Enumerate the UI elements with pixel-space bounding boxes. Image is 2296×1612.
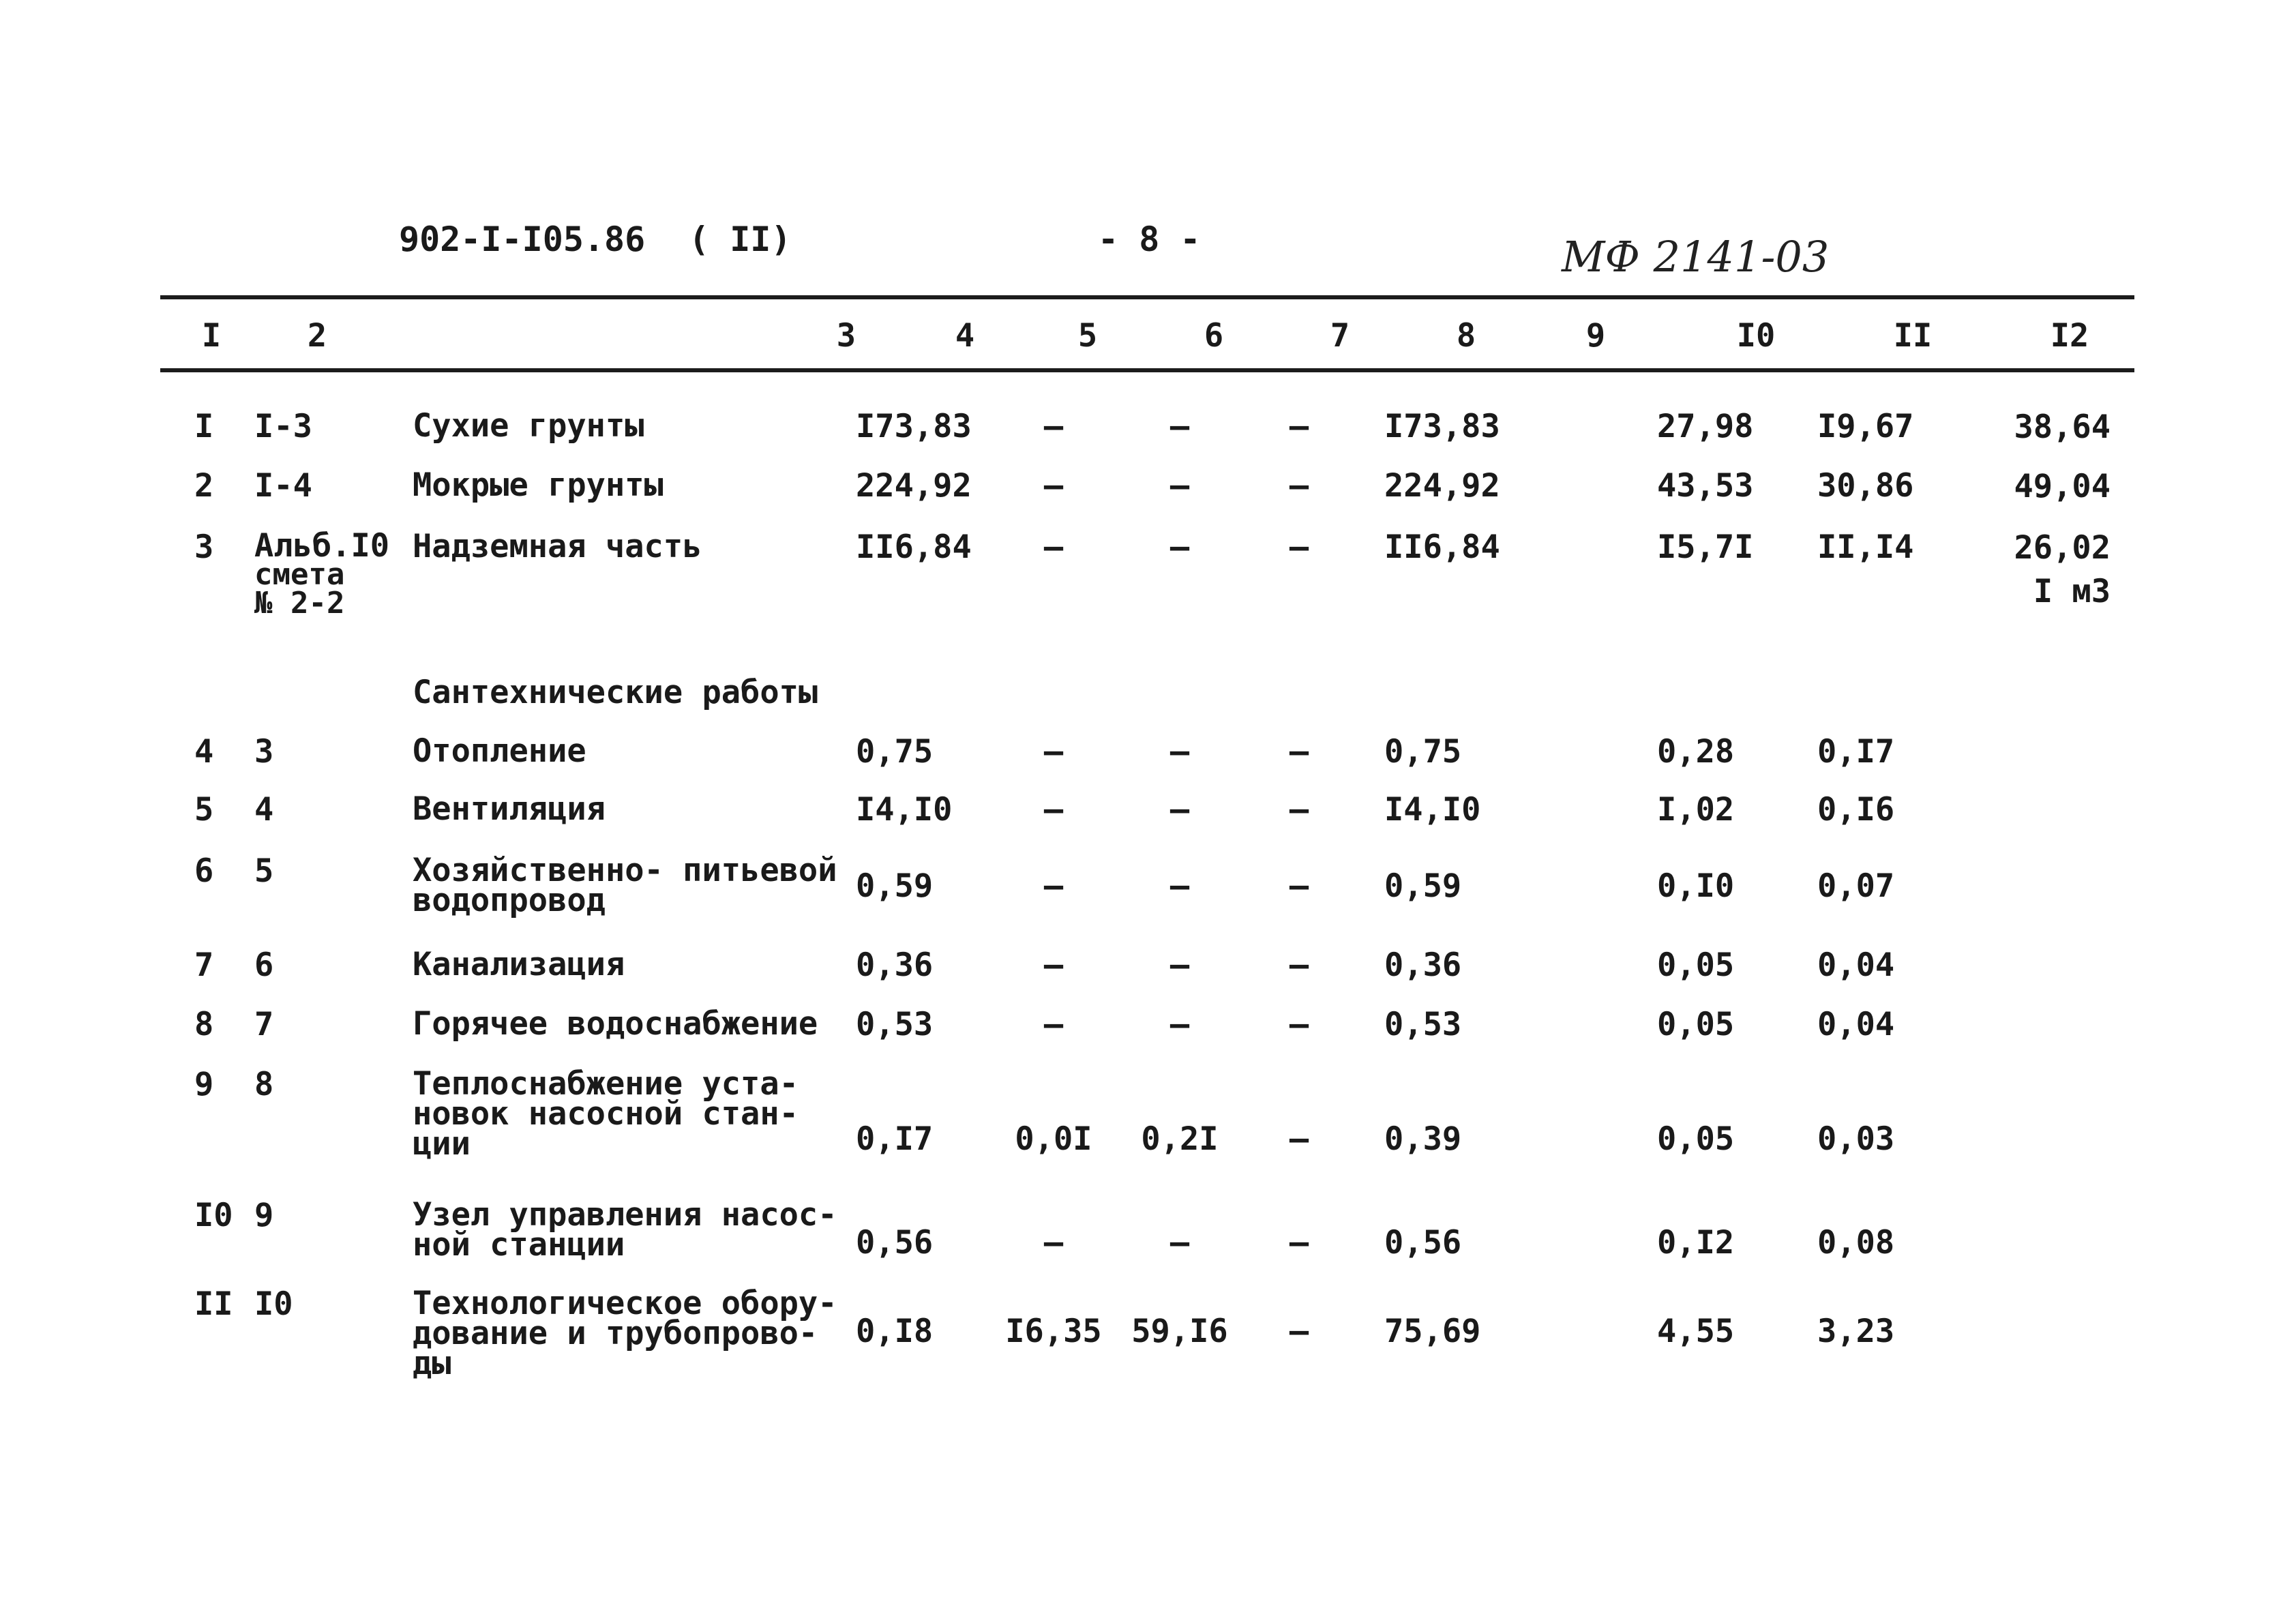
cell-c1: 8 bbox=[194, 1006, 214, 1043]
cell-c10: 0,05 bbox=[1657, 1006, 1735, 1043]
description-line: Горячее водоснабжение bbox=[413, 1005, 818, 1043]
description-line: Канализация bbox=[413, 946, 625, 983]
column-number: I2 bbox=[2050, 317, 2089, 355]
cell-c8: I4,I0 bbox=[1384, 791, 1481, 829]
cell-c2 bbox=[254, 791, 418, 829]
description-line: новок насосной стан- bbox=[413, 1095, 799, 1133]
cell-c8: 0,36 bbox=[1384, 946, 1462, 984]
cell-c3 bbox=[413, 1196, 856, 1264]
cost-per-unit-value: 26,02 bbox=[2014, 529, 2111, 567]
cell-c2 bbox=[254, 408, 418, 445]
cell-c1: 2 bbox=[194, 467, 214, 505]
reference-subline: № 2-2 bbox=[254, 586, 345, 621]
cell-c7: – bbox=[1289, 946, 1309, 984]
description-line: Вентиляция bbox=[413, 790, 606, 828]
cell-c3 bbox=[413, 1065, 856, 1163]
cell-c7: – bbox=[1289, 867, 1309, 905]
cell-c3 bbox=[413, 466, 856, 504]
reference-code: I-3 bbox=[254, 408, 312, 445]
cell-c10: I5,7I bbox=[1657, 528, 1754, 566]
cell-c3 bbox=[413, 852, 856, 919]
cell-c8: 0,75 bbox=[1384, 733, 1462, 771]
column-number: 7 bbox=[1330, 317, 1350, 355]
cell-c5: – bbox=[1043, 408, 1064, 445]
cell-c2 bbox=[254, 1066, 418, 1103]
cell-c7: – bbox=[1289, 1120, 1309, 1158]
cell-c4: I73,83 bbox=[856, 408, 972, 445]
cell-c10: 0,05 bbox=[1657, 946, 1735, 984]
header-rule bbox=[160, 368, 2134, 372]
column-number: I0 bbox=[1736, 317, 1776, 355]
cell-c2 bbox=[254, 852, 418, 890]
description-line: Теплоснабжение уста- bbox=[413, 1065, 799, 1103]
cell-c6: – bbox=[1169, 733, 1190, 771]
cell-c5: 0,0I bbox=[1015, 1120, 1092, 1158]
cell-c1: 5 bbox=[194, 791, 214, 829]
cell-c4: 0,I7 bbox=[856, 1120, 934, 1158]
reference-code: 6 bbox=[254, 946, 274, 984]
cell-c2 bbox=[254, 467, 418, 505]
cell-c10: I,02 bbox=[1657, 791, 1735, 829]
cell-c10: 0,28 bbox=[1657, 733, 1735, 771]
cell-c5: – bbox=[1043, 946, 1064, 984]
cell-c1: 3 bbox=[194, 528, 214, 566]
cell-c2 bbox=[254, 1006, 418, 1043]
description-line: ной станции bbox=[413, 1226, 625, 1264]
cell-c2 bbox=[254, 1197, 418, 1234]
cell-c6: – bbox=[1169, 867, 1190, 905]
reference-subline: смета bbox=[254, 557, 345, 592]
cell-c5: – bbox=[1043, 467, 1064, 505]
description-line: водопровод bbox=[413, 882, 606, 919]
reference-code: 8 bbox=[254, 1066, 274, 1103]
cell-c3 bbox=[413, 407, 856, 445]
cell-c3 bbox=[413, 946, 856, 983]
cell-c8: II6,84 bbox=[1384, 528, 1500, 566]
cell-c6: – bbox=[1169, 467, 1190, 505]
cell-c8: 75,69 bbox=[1384, 1313, 1481, 1350]
description-line: Сухие грунты bbox=[413, 407, 644, 445]
cell-c1: I bbox=[194, 408, 214, 445]
cell-c4: 0,36 bbox=[856, 946, 934, 984]
cell-c11: 0,07 bbox=[1817, 867, 1895, 905]
reference-code: Альб.I0 bbox=[254, 527, 390, 565]
cell-c6: – bbox=[1169, 946, 1190, 984]
cell-c1: 7 bbox=[194, 946, 214, 984]
cell-c12 bbox=[1954, 465, 2111, 509]
cell-c5: – bbox=[1043, 528, 1064, 566]
cell-c5: I6,35 bbox=[1005, 1313, 1102, 1350]
cell-c2 bbox=[254, 1285, 418, 1323]
cell-c8: 0,56 bbox=[1384, 1224, 1462, 1262]
cell-c6: – bbox=[1169, 1224, 1190, 1262]
column-number: 2 bbox=[307, 317, 327, 355]
cell-c7: – bbox=[1289, 1006, 1309, 1043]
cell-c4: 0,53 bbox=[856, 1006, 934, 1043]
cell-c2 bbox=[254, 946, 418, 984]
cell-c11: 0,I7 bbox=[1817, 733, 1895, 771]
cell-c11: I9,67 bbox=[1817, 408, 1914, 445]
cell-c1: 4 bbox=[194, 733, 214, 771]
handwritten-reference: МФ 2141-03 bbox=[1562, 232, 1830, 282]
cell-c11: 0,03 bbox=[1817, 1120, 1895, 1158]
cell-c3 bbox=[413, 790, 856, 828]
cell-c6: 0,2I bbox=[1141, 1120, 1219, 1158]
cell-c4: 224,92 bbox=[856, 467, 972, 505]
cell-c10: 0,I2 bbox=[1657, 1224, 1735, 1262]
reference-code: I-4 bbox=[254, 467, 312, 505]
cell-c4: II6,84 bbox=[856, 528, 972, 566]
cell-c11: 3,23 bbox=[1817, 1313, 1895, 1350]
page-number: - 8 - bbox=[1098, 220, 1201, 259]
cell-c6: – bbox=[1169, 528, 1190, 566]
reference-code: 5 bbox=[254, 852, 274, 890]
cell-c5: – bbox=[1043, 791, 1064, 829]
cell-c12 bbox=[1954, 526, 2111, 614]
cell-c6: – bbox=[1169, 408, 1190, 445]
doc-code: 902-I-I05.86 bbox=[399, 220, 646, 259]
cell-c7: – bbox=[1289, 1224, 1309, 1262]
cell-c4: 0,56 bbox=[856, 1224, 934, 1262]
cell-c3 bbox=[413, 1005, 856, 1043]
cell-c5: – bbox=[1043, 733, 1064, 771]
cell-c7: – bbox=[1289, 528, 1309, 566]
cell-c8: 0,53 bbox=[1384, 1006, 1462, 1043]
cell-c1: 9 bbox=[194, 1066, 214, 1103]
top-rule bbox=[160, 295, 2134, 299]
cell-c8: 0,39 bbox=[1384, 1120, 1462, 1158]
cell-c8: 0,59 bbox=[1384, 867, 1462, 905]
cell-c7: – bbox=[1289, 791, 1309, 829]
cell-c3 bbox=[413, 732, 856, 770]
cell-c10: 4,55 bbox=[1657, 1313, 1735, 1350]
cell-c11: II,I4 bbox=[1817, 528, 1914, 566]
cell-c7: – bbox=[1289, 1313, 1309, 1350]
cell-c11: 0,I6 bbox=[1817, 791, 1895, 829]
column-number: 5 bbox=[1077, 317, 1098, 355]
cell-c10: 0,I0 bbox=[1657, 867, 1735, 905]
column-number: 4 bbox=[955, 317, 975, 355]
cell-c10: 43,53 bbox=[1657, 467, 1754, 505]
column-number: 3 bbox=[836, 317, 856, 355]
cell-c4: 0,59 bbox=[856, 867, 934, 905]
description-line: Отопление bbox=[413, 732, 586, 770]
description-line: Мокрые грунты bbox=[413, 466, 664, 504]
column-number: 9 bbox=[1585, 317, 1606, 355]
cell-c10: 0,05 bbox=[1657, 1120, 1735, 1158]
reference-code: 7 bbox=[254, 1006, 274, 1043]
cell-c7: – bbox=[1289, 733, 1309, 771]
cost-per-unit-value: 38,64 bbox=[2014, 408, 2111, 446]
reference-code: 9 bbox=[254, 1197, 274, 1234]
description-line: ды bbox=[413, 1345, 451, 1382]
description-line: дование и трубопрово- bbox=[413, 1315, 818, 1352]
description-line: Технологическое обору- bbox=[413, 1285, 837, 1322]
cell-c6: – bbox=[1169, 1006, 1190, 1043]
cell-c10: 27,98 bbox=[1657, 408, 1754, 445]
cell-c1: I0 bbox=[194, 1197, 233, 1234]
cell-c12 bbox=[1954, 406, 2111, 449]
cell-c11: 30,86 bbox=[1817, 467, 1914, 505]
cell-c2 bbox=[254, 527, 418, 621]
description-line: Надземная часть bbox=[413, 528, 702, 565]
volume-label: ( II) bbox=[689, 220, 792, 259]
cell-c7: – bbox=[1289, 467, 1309, 505]
cost-per-unit-value: I м3 bbox=[2033, 573, 2111, 610]
cell-c1: II bbox=[194, 1285, 233, 1323]
cell-c8: I73,83 bbox=[1384, 408, 1500, 445]
column-number: 8 bbox=[1456, 317, 1476, 355]
cell-c8: 224,92 bbox=[1384, 467, 1500, 505]
cell-c1: 6 bbox=[194, 852, 214, 890]
reference-code: I0 bbox=[254, 1285, 293, 1323]
cell-c2 bbox=[254, 733, 418, 771]
cell-c4: I4,I0 bbox=[856, 791, 953, 829]
cell-c7: – bbox=[1289, 408, 1309, 445]
cell-c11: 0,04 bbox=[1817, 946, 1895, 984]
cell-c4: 0,I8 bbox=[856, 1313, 934, 1350]
cell-c6: – bbox=[1169, 791, 1190, 829]
section-title: Сантехнические работы bbox=[413, 674, 818, 711]
cell-c11: 0,08 bbox=[1817, 1224, 1895, 1262]
cell-c6: 59,I6 bbox=[1131, 1313, 1228, 1350]
cell-c3 bbox=[413, 528, 856, 565]
cell-c5: – bbox=[1043, 1006, 1064, 1043]
cell-c5: – bbox=[1043, 1224, 1064, 1262]
description-line: Хозяйственно- питьевой bbox=[413, 852, 837, 889]
column-number: 6 bbox=[1204, 317, 1224, 355]
description-line: ции bbox=[413, 1125, 471, 1163]
cell-c5: – bbox=[1043, 867, 1064, 905]
cost-per-unit-value: 49,04 bbox=[2014, 468, 2111, 505]
cell-c11: 0,04 bbox=[1817, 1006, 1895, 1043]
reference-code: 3 bbox=[254, 733, 274, 771]
column-number: I bbox=[201, 317, 222, 355]
column-number: II bbox=[1893, 317, 1933, 355]
description-line: Узел управления насос- bbox=[413, 1196, 837, 1234]
reference-code: 4 bbox=[254, 791, 274, 829]
cell-c3 bbox=[413, 1285, 856, 1382]
cell-c4: 0,75 bbox=[856, 733, 934, 771]
